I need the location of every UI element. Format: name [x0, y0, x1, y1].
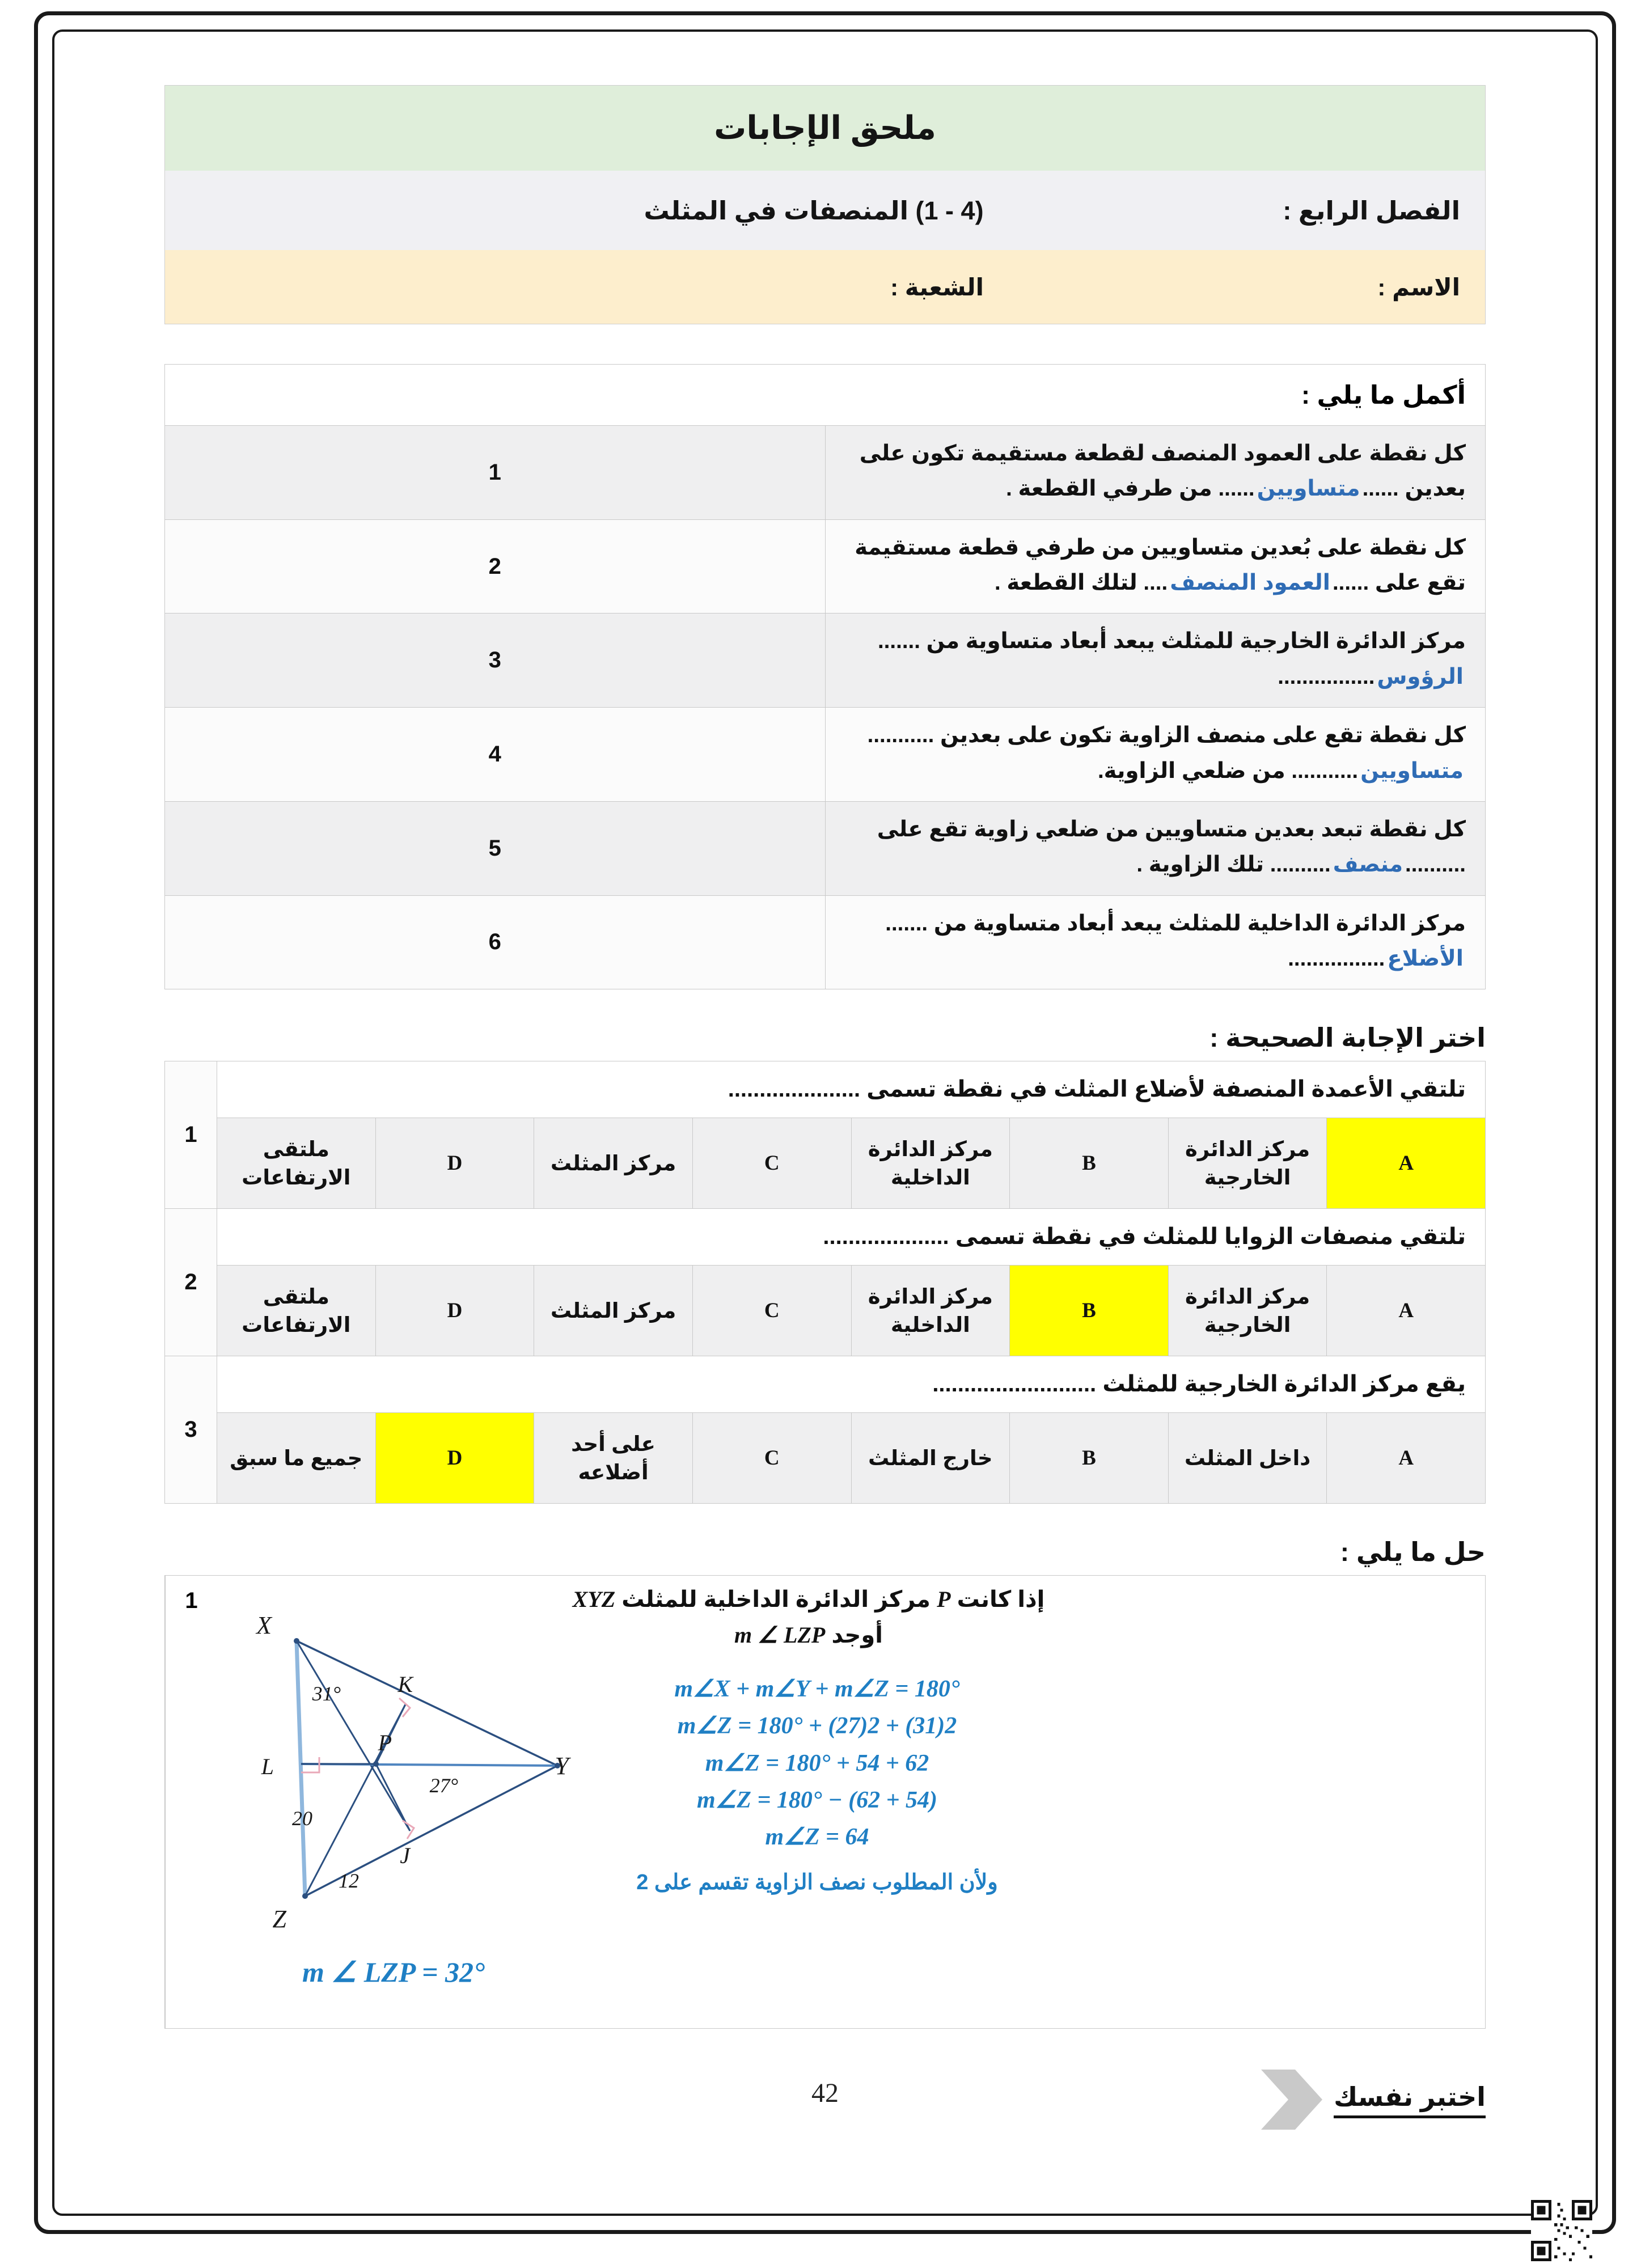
fill-row-3-number: 3: [165, 613, 826, 708]
blank-dots: ...........: [1285, 758, 1359, 783]
chapter-label: الفصل الرابع :: [1283, 196, 1460, 225]
fill-row-6-text: [825, 895, 1486, 989]
fill-row-4-number: 4: [165, 708, 826, 802]
table-row: [165, 708, 1486, 802]
mcq-q2-option-C-letter[interactable]: C: [692, 1266, 851, 1356]
fill-row-4-answer: متساويين: [1360, 758, 1464, 783]
mcq-q2-options-row: [165, 1266, 1486, 1356]
mcq-q2-option-D-letter[interactable]: D: [375, 1266, 534, 1356]
label-angle-x: 31°: [312, 1682, 341, 1706]
mcq-q1-option-A-text[interactable]: مركز الدائرة الخارجية: [1168, 1118, 1327, 1209]
document-header: [164, 85, 1486, 324]
mcq-q2-option-B-text[interactable]: مركز الدائرة الداخلية: [851, 1266, 1010, 1356]
fill-row-4-before: كل نقطة تقع على منصف الزاوية تكون على بعدين: [940, 723, 1466, 748]
fill-row-1-number: 1: [165, 426, 826, 520]
prompt-measure-LZP: m ∠ LZP: [734, 1622, 826, 1648]
blank-dots: ................: [1278, 664, 1375, 689]
fill-row-6-answer: الأضلاع: [1387, 946, 1464, 971]
blank-dots: ....: [1137, 570, 1168, 595]
solution-step-4: m∠Z = 180° − (62 + 54): [696, 1787, 938, 1813]
mcq-q2-number: 2: [165, 1209, 217, 1356]
mcq-q2-stem-row: [165, 1209, 1486, 1266]
label-length-12: 12: [339, 1869, 359, 1893]
student-info-row: [165, 250, 1485, 324]
blank-dots: ..........: [1264, 852, 1331, 877]
fill-row-2-text: [825, 519, 1486, 613]
chapter-row: [165, 171, 1485, 250]
label-point-K: K: [397, 1672, 413, 1698]
fill-row-4-text: [825, 708, 1486, 802]
solution-step-2: 2(31) + 2(27) + m∠Z = 180°: [677, 1713, 957, 1740]
mcq-q3-option-B-text[interactable]: خارج المثلث: [851, 1413, 1010, 1504]
mcq-section-heading: اختر الإجابة الصحيحة :: [1209, 1023, 1486, 1053]
label-point-J: J: [400, 1843, 410, 1869]
mcq-q3-stem: يقع مركز الدائرة الخارجية للمثلث ..........................: [217, 1356, 1486, 1413]
fill-row-1-answer: متساويين: [1257, 476, 1360, 501]
table-row: [165, 426, 1486, 520]
fill-row-5-answer: منصف: [1333, 852, 1403, 877]
multiple-choice-table: [164, 1061, 1486, 1504]
table-row: [165, 801, 1486, 895]
mcq-q2-option-D-text[interactable]: ملتقى الارتفاعات: [217, 1266, 376, 1356]
fill-row-2-number: 2: [165, 519, 826, 613]
table-row: [165, 613, 1486, 708]
fill-row-5-before: كل نقطة تبعد بعدين متساويين من ضلعي زاوية تقع على: [877, 816, 1466, 841]
mcq-q1-option-B-letter[interactable]: B: [1010, 1118, 1169, 1209]
page-title: ملحق الإجابات: [165, 86, 1485, 171]
solve-problem-number: 1: [165, 1576, 217, 2028]
chevron-right-icon: [1258, 2066, 1326, 2133]
triangle-incenter-diagram: [240, 1587, 603, 1950]
solve-problem-box: [164, 1575, 1486, 2029]
mcq-q3-option-A-letter[interactable]: A: [1327, 1413, 1486, 1504]
mcq-q2-option-B-letter[interactable]: B: [1010, 1266, 1169, 1356]
label-angle-y: 27°: [429, 1774, 458, 1797]
mcq-q3-option-D-letter[interactable]: D: [375, 1413, 534, 1504]
fill-row-5-text: [825, 801, 1486, 895]
section-field-label: الشعبة :: [890, 273, 984, 301]
label-length-20: 20: [292, 1807, 312, 1830]
mcq-q1-option-B-text[interactable]: مركز الدائرة الداخلية: [851, 1118, 1010, 1209]
mcq-q1-option-D-text[interactable]: ملتقى الارتفاعات: [217, 1118, 376, 1209]
fill-row-3-before: مركز الدائرة الخارجية للمثلث يبعد أبعاد متساوية من: [926, 629, 1466, 654]
mcq-q3-stem-row: [165, 1356, 1486, 1413]
mcq-q1-stem-row: [165, 1061, 1486, 1118]
page-footer: [164, 2055, 1486, 2151]
qr-code: [1531, 2200, 1592, 2261]
fill-in-blanks-table: [164, 364, 1486, 989]
mcq-q1-options-row: [165, 1118, 1486, 1209]
table-row: [165, 895, 1486, 989]
solution-note: ولأن المطلوب نصف الزاوية تقسم على 2: [636, 1870, 998, 1894]
mcq-q2-stem: تلتقي منصفات الزوايا للمثلث في نقطة تسمى ....................: [217, 1209, 1486, 1266]
chapter-value: (4 - 1) المنصفات في المثلث: [644, 196, 984, 225]
mcq-q1-number: 1: [165, 1061, 217, 1209]
name-field-label: الاسم :: [1377, 273, 1460, 301]
fill-row-1-before: كل نقطة على العمود المنصف لقطعة مستقيمة تكون على بعدين: [859, 441, 1466, 501]
table-row: [165, 519, 1486, 613]
blank-dots: ..........: [1405, 852, 1466, 877]
blank-dots: ......: [1332, 570, 1369, 595]
mcq-q3-number: 3: [165, 1356, 217, 1504]
fill-row-2-after: لتلك القطعة .: [994, 570, 1137, 595]
triangle-figure: [240, 1587, 603, 1950]
prompt-triangle-XYZ: XYZ: [572, 1586, 616, 1613]
label-vertex-Y: Y: [555, 1752, 569, 1780]
fill-row-3-answer: الرؤوس: [1377, 664, 1464, 689]
solution-step-3: 62 + 54 + m∠Z = 180°: [705, 1750, 929, 1776]
mcq-q2-option-A-letter[interactable]: A: [1327, 1266, 1486, 1356]
prompt-if-was: إذا كانت: [957, 1587, 1045, 1613]
fill-row-4-after: من ضلعي الزاوية.: [1097, 758, 1285, 783]
worksheet-sheet: [85, 62, 1565, 2194]
mcq-q1-option-D-letter[interactable]: D: [375, 1118, 534, 1209]
fill-row-1-after: من طرفي القطعة .: [1006, 476, 1212, 501]
blank-dots: ................: [1288, 946, 1385, 971]
final-answer: m ∠ LZP = 32°: [302, 1956, 485, 1988]
fill-section-heading: أكمل ما يلي :: [165, 365, 1486, 426]
fill-row-6-before: مركز الدائرة الداخلية للمثلث يبعد أبعاد متساوية من: [933, 911, 1466, 936]
label-vertex-X: X: [256, 1611, 272, 1640]
self-test-label: اختبر نفسك: [1334, 2081, 1486, 2118]
mcq-q1-option-C-text[interactable]: مركز المثلث: [534, 1118, 693, 1209]
mcq-q1-stem: تلتقي الأعمدة المنصفة لأضلاع المثلث في نقطة تسمى .....................: [217, 1061, 1486, 1118]
fill-row-2-answer: العمود المنصف: [1170, 570, 1330, 595]
blank-dots: ......: [1362, 476, 1399, 501]
mcq-q3-option-C-text[interactable]: على أحد أضلاعه: [534, 1413, 693, 1504]
fill-section-heading-row: [165, 365, 1486, 426]
fill-row-2-before: كل نقطة على بُعدين متساويين من طرفي قطعة مستقيمة تقع على: [855, 535, 1466, 595]
solve-section-heading: حل ما يلي :: [1340, 1537, 1486, 1567]
self-test-banner[interactable]: [1258, 2066, 1486, 2133]
blank-dots: .......: [878, 629, 920, 654]
blank-dots: ...........: [867, 723, 934, 748]
blank-dots: ......: [1212, 476, 1255, 501]
prompt-find-word: أوجد: [831, 1623, 883, 1648]
solve-problem-body: [217, 1576, 1485, 2028]
prompt-point-P: P: [937, 1586, 951, 1613]
blank-dots: .......: [885, 911, 928, 936]
fill-row-6-number: 6: [165, 895, 826, 989]
prompt-incenter-text: مركز الدائرة الداخلية للمثلث: [621, 1587, 931, 1613]
mcq-q3-option-D-text[interactable]: جميع ما سبق: [217, 1413, 376, 1504]
fill-row-5-after: تلك الزاوية .: [1136, 852, 1264, 877]
mcq-q2-option-A-text[interactable]: مركز الدائرة الخارجية: [1168, 1266, 1327, 1356]
fill-row-1-text: [825, 426, 1486, 520]
mcq-q3-options-row: [165, 1413, 1486, 1504]
page-number: 42: [811, 2078, 839, 2109]
mcq-q1-option-C-letter[interactable]: C: [692, 1118, 851, 1209]
label-incenter-P: P: [378, 1730, 392, 1756]
mcq-q3-option-B-letter[interactable]: B: [1010, 1413, 1169, 1504]
mcq-q1-option-A-letter[interactable]: A: [1327, 1118, 1486, 1209]
fill-row-3-text: [825, 613, 1486, 708]
mcq-q3-option-C-letter[interactable]: C: [692, 1413, 851, 1504]
label-point-L: L: [261, 1754, 274, 1780]
solution-step-1: m∠X + m∠Y + m∠Z = 180°: [674, 1676, 960, 1703]
mcq-q3-option-A-text[interactable]: داخل المثلث: [1168, 1413, 1327, 1504]
solution-step-5: m∠Z = 64: [765, 1823, 869, 1850]
label-vertex-Z: Z: [272, 1905, 286, 1933]
fill-row-5-number: 5: [165, 801, 826, 895]
mcq-q2-option-C-text[interactable]: مركز المثلث: [534, 1266, 693, 1356]
